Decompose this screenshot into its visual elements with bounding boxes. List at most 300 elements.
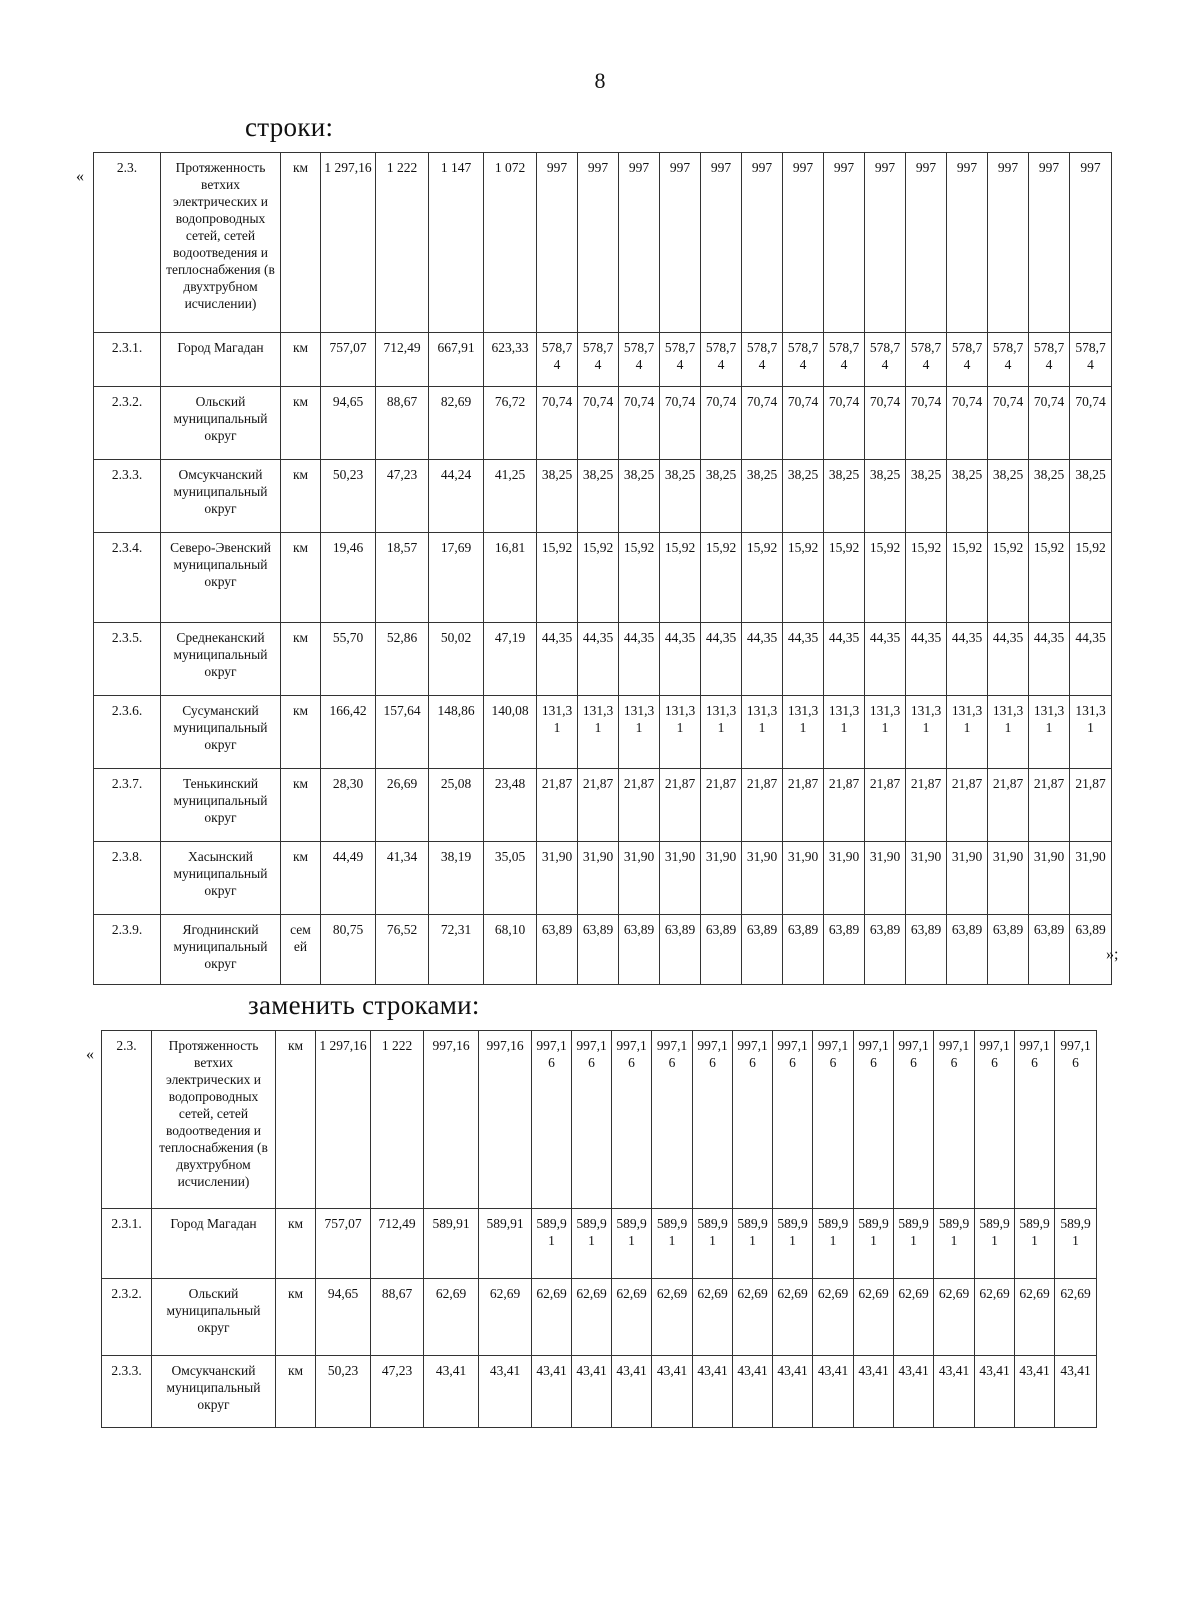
table-row [94, 623, 1112, 696]
row-number: 2.3.9. [94, 915, 161, 985]
value-cell: 63,89 [578, 915, 619, 985]
value-cell: 31,90 [947, 842, 988, 915]
value-cell: 589,91 [813, 1209, 854, 1279]
value-cell: 997 [701, 153, 742, 333]
value-cell: 997 [1070, 153, 1112, 333]
value-cell: 38,25 [1070, 460, 1112, 533]
value-cell: 623,33 [484, 333, 537, 387]
value-cell: 131,31 [701, 696, 742, 769]
value-cell: 70,74 [578, 387, 619, 460]
row-number: 2.3.2. [94, 387, 161, 460]
indicator-name: Город Магадан [152, 1209, 276, 1279]
table-row [102, 1279, 1097, 1356]
row-number: 2.3.3. [94, 460, 161, 533]
value-cell: 44,35 [824, 623, 865, 696]
value-cell: 1 222 [376, 153, 429, 333]
value-cell: 43,41 [854, 1356, 894, 1428]
value-cell: 44,35 [1029, 623, 1070, 696]
value-cell: 43,41 [773, 1356, 813, 1428]
row-number: 2.3. [94, 153, 161, 333]
value-cell: 43,41 [1015, 1356, 1055, 1428]
value-cell: 15,92 [742, 533, 783, 623]
value-cell: 44,35 [947, 623, 988, 696]
value-cell: 63,89 [701, 915, 742, 985]
value-cell: 62,69 [693, 1279, 733, 1356]
value-cell: 50,23 [321, 460, 376, 533]
value-cell: 44,35 [578, 623, 619, 696]
value-cell: 131,31 [578, 696, 619, 769]
value-cell: 63,89 [1070, 915, 1112, 985]
value-cell: 88,67 [376, 387, 429, 460]
table-row [102, 1209, 1097, 1279]
value-cell: 21,87 [1070, 769, 1112, 842]
table-row [94, 333, 1112, 387]
value-cell: 70,74 [1029, 387, 1070, 460]
indicator-name: Омсукчанский муниципальный округ [161, 460, 281, 533]
value-cell: 63,89 [824, 915, 865, 985]
unit-cell: км [276, 1209, 316, 1279]
value-cell: 166,42 [321, 696, 376, 769]
value-cell: 38,25 [701, 460, 742, 533]
value-cell: 131,31 [988, 696, 1029, 769]
value-cell: 578,74 [578, 333, 619, 387]
close-quote-1: »; [1106, 946, 1119, 963]
indicator-name: Протяженность ветхих электрических и водопроводных сетей, сетей водоотведения и теплоснабжения (в двухтрубном исчислении) [161, 153, 281, 333]
value-cell: 131,31 [783, 696, 824, 769]
value-cell: 15,92 [660, 533, 701, 623]
value-cell: 997,16 [854, 1031, 894, 1209]
value-cell: 997,16 [1015, 1031, 1055, 1209]
value-cell: 38,25 [619, 460, 660, 533]
value-cell: 589,91 [424, 1209, 479, 1279]
value-cell: 31,90 [701, 842, 742, 915]
caption-after: заменить строками: [248, 990, 480, 1020]
value-cell: 15,92 [701, 533, 742, 623]
value-cell: 70,74 [783, 387, 824, 460]
row-number: 2.3. [102, 1031, 152, 1209]
value-cell: 997,16 [479, 1031, 532, 1209]
table-new-body [102, 1031, 1097, 1428]
value-cell: 997,16 [975, 1031, 1015, 1209]
value-cell: 18,57 [376, 533, 429, 623]
value-cell: 63,89 [783, 915, 824, 985]
value-cell: 38,25 [742, 460, 783, 533]
value-cell: 43,41 [572, 1356, 612, 1428]
value-cell: 578,74 [660, 333, 701, 387]
value-cell: 15,92 [865, 533, 906, 623]
value-cell: 1 072 [484, 153, 537, 333]
value-cell: 757,07 [316, 1209, 371, 1279]
open-quote-2: « [86, 1046, 94, 1063]
value-cell: 41,34 [376, 842, 429, 915]
unit-cell: км [281, 696, 321, 769]
value-cell: 19,46 [321, 533, 376, 623]
value-cell: 140,08 [484, 696, 537, 769]
indicator-name: Тенькинский муниципальный округ [161, 769, 281, 842]
table-old-body [94, 153, 1112, 985]
value-cell: 31,90 [988, 842, 1029, 915]
open-quote-1: « [76, 168, 84, 185]
indicator-name: Ольский муниципальный округ [161, 387, 281, 460]
value-cell: 21,87 [660, 769, 701, 842]
value-cell: 21,87 [1029, 769, 1070, 842]
row-number: 2.3.8. [94, 842, 161, 915]
value-cell: 578,74 [701, 333, 742, 387]
value-cell: 15,92 [1029, 533, 1070, 623]
value-cell: 44,35 [865, 623, 906, 696]
value-cell: 44,35 [783, 623, 824, 696]
value-cell: 1 222 [371, 1031, 424, 1209]
value-cell: 94,65 [321, 387, 376, 460]
value-cell: 62,69 [532, 1279, 572, 1356]
value-cell: 589,91 [733, 1209, 773, 1279]
row-number: 2.3.4. [94, 533, 161, 623]
value-cell: 70,74 [742, 387, 783, 460]
row-number: 2.3.7. [94, 769, 161, 842]
value-cell: 712,49 [376, 333, 429, 387]
value-cell: 589,91 [773, 1209, 813, 1279]
value-cell: 70,74 [1070, 387, 1112, 460]
value-cell: 62,69 [424, 1279, 479, 1356]
value-cell: 589,91 [934, 1209, 975, 1279]
value-cell: 62,69 [1015, 1279, 1055, 1356]
value-cell: 28,30 [321, 769, 376, 842]
value-cell: 38,25 [1029, 460, 1070, 533]
value-cell: 578,74 [865, 333, 906, 387]
value-cell: 31,90 [619, 842, 660, 915]
value-cell: 131,31 [537, 696, 578, 769]
value-cell: 15,92 [906, 533, 947, 623]
value-cell: 43,41 [813, 1356, 854, 1428]
row-number: 2.3.3. [102, 1356, 152, 1428]
value-cell: 31,90 [1029, 842, 1070, 915]
value-cell: 997,16 [532, 1031, 572, 1209]
value-cell: 31,90 [865, 842, 906, 915]
table-row [94, 769, 1112, 842]
value-cell: 62,69 [479, 1279, 532, 1356]
value-cell: 589,91 [894, 1209, 934, 1279]
value-cell: 131,31 [1029, 696, 1070, 769]
value-cell: 15,92 [578, 533, 619, 623]
value-cell: 38,25 [824, 460, 865, 533]
value-cell: 62,69 [572, 1279, 612, 1356]
table-row [102, 1031, 1097, 1209]
value-cell: 578,74 [1029, 333, 1070, 387]
value-cell: 76,72 [484, 387, 537, 460]
value-cell: 578,74 [537, 333, 578, 387]
indicator-name: Ягоднинский муниципальный округ [161, 915, 281, 985]
value-cell: 578,74 [619, 333, 660, 387]
value-cell: 589,91 [693, 1209, 733, 1279]
value-cell: 148,86 [429, 696, 484, 769]
row-number: 2.3.2. [102, 1279, 152, 1356]
value-cell: 63,89 [1029, 915, 1070, 985]
value-cell: 997 [824, 153, 865, 333]
value-cell: 62,69 [894, 1279, 934, 1356]
value-cell: 70,74 [824, 387, 865, 460]
value-cell: 52,86 [376, 623, 429, 696]
value-cell: 997 [537, 153, 578, 333]
value-cell: 63,89 [660, 915, 701, 985]
indicator-name: Хасынский муниципальный округ [161, 842, 281, 915]
page-number: 8 [594, 68, 606, 93]
value-cell: 997,16 [894, 1031, 934, 1209]
table-row [94, 153, 1112, 333]
table-row [94, 533, 1112, 623]
value-cell: 44,49 [321, 842, 376, 915]
value-cell: 38,25 [906, 460, 947, 533]
value-cell: 23,48 [484, 769, 537, 842]
value-cell: 82,69 [429, 387, 484, 460]
row-number: 2.3.5. [94, 623, 161, 696]
value-cell: 589,91 [572, 1209, 612, 1279]
unit-cell: км [281, 153, 321, 333]
table-row [102, 1356, 1097, 1428]
value-cell: 21,87 [824, 769, 865, 842]
value-cell: 50,23 [316, 1356, 371, 1428]
value-cell: 15,92 [947, 533, 988, 623]
value-cell: 43,41 [1055, 1356, 1097, 1428]
unit-cell: км [281, 623, 321, 696]
value-cell: 15,92 [619, 533, 660, 623]
value-cell: 997 [906, 153, 947, 333]
value-cell: 997,16 [572, 1031, 612, 1209]
value-cell: 70,74 [988, 387, 1029, 460]
value-cell: 21,87 [619, 769, 660, 842]
value-cell: 63,89 [906, 915, 947, 985]
value-cell: 43,41 [652, 1356, 693, 1428]
unit-cell: сем ей [281, 915, 321, 985]
value-cell: 43,41 [612, 1356, 652, 1428]
value-cell: 578,74 [947, 333, 988, 387]
value-cell: 667,91 [429, 333, 484, 387]
value-cell: 44,35 [701, 623, 742, 696]
value-cell: 43,41 [424, 1356, 479, 1428]
value-cell: 62,69 [733, 1279, 773, 1356]
value-cell: 43,41 [894, 1356, 934, 1428]
value-cell: 997,16 [424, 1031, 479, 1209]
indicator-name: Сусуманский муниципальный округ [161, 696, 281, 769]
value-cell: 21,87 [742, 769, 783, 842]
value-cell: 31,90 [578, 842, 619, 915]
value-cell: 21,87 [906, 769, 947, 842]
value-cell: 55,70 [321, 623, 376, 696]
value-cell: 31,90 [537, 842, 578, 915]
unit-cell: км [276, 1031, 316, 1209]
value-cell: 38,25 [537, 460, 578, 533]
indicator-name: Протяженность ветхих электрических и водопроводных сетей, сетей водоотведения и теплоснабжения (в двухтрубном исчислении) [152, 1031, 276, 1209]
value-cell: 38,25 [988, 460, 1029, 533]
value-cell: 589,91 [479, 1209, 532, 1279]
value-cell: 589,91 [1015, 1209, 1055, 1279]
value-cell: 63,89 [865, 915, 906, 985]
value-cell: 131,31 [865, 696, 906, 769]
value-cell: 589,91 [1055, 1209, 1097, 1279]
value-cell: 68,10 [484, 915, 537, 985]
value-cell: 43,41 [479, 1356, 532, 1428]
value-cell: 15,92 [988, 533, 1029, 623]
value-cell: 70,74 [947, 387, 988, 460]
value-cell: 16,81 [484, 533, 537, 623]
value-cell: 578,74 [824, 333, 865, 387]
value-cell: 578,74 [988, 333, 1029, 387]
value-cell: 131,31 [824, 696, 865, 769]
unit-cell: км [281, 387, 321, 460]
value-cell: 62,69 [652, 1279, 693, 1356]
value-cell: 43,41 [693, 1356, 733, 1428]
value-cell: 63,89 [988, 915, 1029, 985]
value-cell: 38,25 [947, 460, 988, 533]
value-cell: 17,69 [429, 533, 484, 623]
value-cell: 131,31 [906, 696, 947, 769]
value-cell: 63,89 [537, 915, 578, 985]
unit-cell: км [281, 460, 321, 533]
value-cell: 63,89 [947, 915, 988, 985]
value-cell: 26,69 [376, 769, 429, 842]
value-cell: 1 297,16 [316, 1031, 371, 1209]
indicator-name: Северо-Эвенский муниципальный округ [161, 533, 281, 623]
value-cell: 41,25 [484, 460, 537, 533]
value-cell: 62,69 [854, 1279, 894, 1356]
value-cell: 70,74 [701, 387, 742, 460]
value-cell: 44,35 [906, 623, 947, 696]
table-row [94, 460, 1112, 533]
value-cell: 94,65 [316, 1279, 371, 1356]
value-cell: 1 147 [429, 153, 484, 333]
value-cell: 757,07 [321, 333, 376, 387]
value-cell: 997 [1029, 153, 1070, 333]
value-cell: 38,25 [865, 460, 906, 533]
value-cell: 997 [988, 153, 1029, 333]
row-number: 2.3.6. [94, 696, 161, 769]
value-cell: 997,16 [693, 1031, 733, 1209]
indicator-name: Среднеканский муниципальный округ [161, 623, 281, 696]
value-cell: 997,16 [934, 1031, 975, 1209]
value-cell: 997,16 [773, 1031, 813, 1209]
value-cell: 21,87 [988, 769, 1029, 842]
table-new-rows [101, 1030, 1097, 1428]
value-cell: 76,52 [376, 915, 429, 985]
value-cell: 43,41 [733, 1356, 773, 1428]
value-cell: 15,92 [1070, 533, 1112, 623]
value-cell: 997 [865, 153, 906, 333]
value-cell: 62,69 [1055, 1279, 1097, 1356]
value-cell: 997 [578, 153, 619, 333]
value-cell: 31,90 [783, 842, 824, 915]
value-cell: 21,87 [783, 769, 824, 842]
value-cell: 44,35 [660, 623, 701, 696]
value-cell: 63,89 [742, 915, 783, 985]
value-cell: 21,87 [578, 769, 619, 842]
value-cell: 1 297,16 [321, 153, 376, 333]
value-cell: 15,92 [824, 533, 865, 623]
value-cell: 80,75 [321, 915, 376, 985]
value-cell: 997,16 [733, 1031, 773, 1209]
value-cell: 47,23 [371, 1356, 424, 1428]
value-cell: 72,31 [429, 915, 484, 985]
value-cell: 131,31 [619, 696, 660, 769]
value-cell: 997 [783, 153, 824, 333]
value-cell: 131,31 [660, 696, 701, 769]
unit-cell: км [276, 1356, 316, 1428]
value-cell: 21,87 [701, 769, 742, 842]
value-cell: 47,19 [484, 623, 537, 696]
value-cell: 21,87 [947, 769, 988, 842]
value-cell: 21,87 [537, 769, 578, 842]
value-cell: 997,16 [813, 1031, 854, 1209]
value-cell: 44,35 [742, 623, 783, 696]
value-cell: 589,91 [975, 1209, 1015, 1279]
caption-before: строки: [245, 112, 334, 142]
table-old-rows [93, 152, 1112, 985]
value-cell: 38,25 [660, 460, 701, 533]
value-cell: 578,74 [783, 333, 824, 387]
unit-cell: км [276, 1279, 316, 1356]
value-cell: 62,69 [773, 1279, 813, 1356]
value-cell: 62,69 [813, 1279, 854, 1356]
value-cell: 157,64 [376, 696, 429, 769]
value-cell: 38,19 [429, 842, 484, 915]
value-cell: 31,90 [660, 842, 701, 915]
indicator-name: Город Магадан [161, 333, 281, 387]
value-cell: 712,49 [371, 1209, 424, 1279]
unit-cell: км [281, 842, 321, 915]
value-cell: 62,69 [975, 1279, 1015, 1356]
value-cell: 589,91 [652, 1209, 693, 1279]
value-cell: 47,23 [376, 460, 429, 533]
value-cell: 63,89 [619, 915, 660, 985]
table-row [94, 842, 1112, 915]
value-cell: 43,41 [934, 1356, 975, 1428]
value-cell: 70,74 [906, 387, 947, 460]
value-cell: 70,74 [537, 387, 578, 460]
value-cell: 15,92 [783, 533, 824, 623]
value-cell: 35,05 [484, 842, 537, 915]
value-cell: 70,74 [660, 387, 701, 460]
value-cell: 31,90 [824, 842, 865, 915]
value-cell: 31,90 [1070, 842, 1112, 915]
row-number: 2.3.1. [94, 333, 161, 387]
value-cell: 50,02 [429, 623, 484, 696]
value-cell: 997 [660, 153, 701, 333]
unit-cell: км [281, 769, 321, 842]
value-cell: 38,25 [578, 460, 619, 533]
value-cell: 997,16 [1055, 1031, 1097, 1209]
value-cell: 44,24 [429, 460, 484, 533]
value-cell: 44,35 [619, 623, 660, 696]
value-cell: 997,16 [612, 1031, 652, 1209]
value-cell: 31,90 [906, 842, 947, 915]
value-cell: 589,91 [532, 1209, 572, 1279]
value-cell: 997 [947, 153, 988, 333]
value-cell: 997 [619, 153, 660, 333]
unit-cell: км [281, 333, 321, 387]
value-cell: 70,74 [865, 387, 906, 460]
value-cell: 578,74 [1070, 333, 1112, 387]
value-cell: 43,41 [975, 1356, 1015, 1428]
table-row [94, 915, 1112, 985]
value-cell: 578,74 [742, 333, 783, 387]
indicator-name: Ольский муниципальный округ [152, 1279, 276, 1356]
value-cell: 70,74 [619, 387, 660, 460]
value-cell: 578,74 [906, 333, 947, 387]
indicator-name: Омсукчанский муниципальный округ [152, 1356, 276, 1428]
value-cell: 131,31 [1070, 696, 1112, 769]
value-cell: 589,91 [854, 1209, 894, 1279]
value-cell: 88,67 [371, 1279, 424, 1356]
value-cell: 131,31 [947, 696, 988, 769]
value-cell: 21,87 [865, 769, 906, 842]
